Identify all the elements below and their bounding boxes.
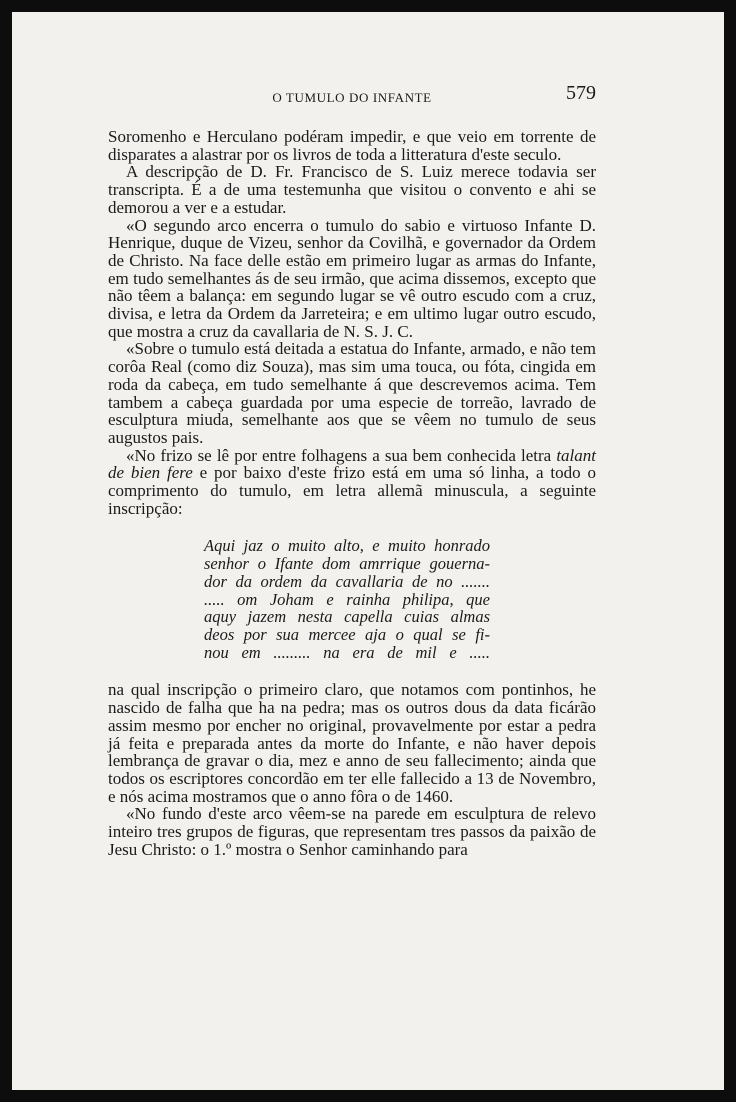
inscription-line: dor da ordem da cavallaria de no ....... [204,571,490,591]
inscription-line: senhor o Ifante dom amrrique gouerna- [204,554,490,574]
inscription-line: nou em ......... na era de mil e ..... [204,642,490,662]
paragraph-2 [108,163,596,216]
text-segment: «O segundo arco encerra o tumulo do sabio e virtuoso Infante D. Henrique, duque de Vizeu, senhor da Covilhã, e governador da Ordem de Christo. Na face delle estão em primeiro lugar as armas do Infante, em tudo semelhantes ás de seu irmão, que acima dissemos, excepto que não têem a balança: em segundo lugar se vê outro escudo com a cruz, divisa, e letra da Ordem da Jarreteira; e em ultimo lugar outro escudo, que mostra a cruz da cavallaria de N. S. J. C. [108,215,596,341]
paragraph-4 [108,340,596,446]
page-number: 579 [566,82,596,104]
text-segment: «No frizo se lê por entre folhagens a sua bem conhecida letra [126,445,557,465]
text-segment: «Sobre o tumulo está deitada a estatua do Infante, armado, e não tem corôa Real (como diz Souza), mas sim uma touca, ou fóta, cingida em roda da cabeça, em tudo semelhante á que descrevemos acima. Tem tambem a cabeça guardada por uma especie de torreão, lavrado de esculptura miuda, semelhante aos que se vêem no tumulo de seus augustos pais. [108,339,596,447]
paragraph-6 [108,681,596,805]
body-text-bottom [108,681,596,858]
body-text-top [108,128,596,517]
paragraph-5 [108,447,596,518]
book-page [108,82,596,858]
inscription-line: aquy jazem nesta capella cuias almas [204,607,490,627]
scanned-page-sheet [12,12,724,1090]
text-segment: «No fundo d'este arco vêem-se na parede em esculptura de relevo inteiro tres grupos de figuras, que representam tres passos da paixão de Jesu Christo: o 1.º mostra o Senhor caminhando para [108,804,596,859]
text-segment: e por baixo d'este frizo está em uma só linha, a todo o comprimento do tumulo, em letra allemã minuscula, a seguinte inscripção: [108,463,596,518]
paragraph-1 [108,128,596,163]
text-segment: Soromenho e Herculano podéram impedir, e que veio em torrente de disparates a alastrar por os livros de toda a litteratura d'este seculo. [108,127,596,164]
italic-motto: talant de bien fere [108,445,596,483]
inscription-block [204,537,490,661]
paragraph-3 [108,217,596,341]
paragraph-7 [108,805,596,858]
running-title: O TUMULO DO INFANTE [272,90,432,105]
text-segment: A descripção de D. Fr. Francisco de S. Luiz merece todavia ser transcripta. É a de uma testemunha que visitou o convento e ahi se demorou a ver e a estudar. [108,162,596,217]
page-header [108,82,596,108]
inscription-line: ..... om Joham e rainha philipa, que [204,589,490,609]
inscription-line: Aqui jaz o muito alto, e muito honrado [204,536,490,556]
text-segment: na qual inscripção o primeiro claro, que notamos com pontinhos, he nascido de falha que ha na pedra; mas os outros dous da data ficárão assim mesmo por encher no original, provavelmente por estar a pedra já feita e preparada antes da morte do Infante, e não haver depois lembrança de gravar o dia, mez e anno de seu fallecimento; ainda que todos os escriptores concordão em ter elle fallecido a 13 de Novembro, e nós acima mostramos que o anno fôra o de 1460. [108,680,596,806]
inscription-line: deos por sua mercee aja o qual se fi- [204,624,490,644]
